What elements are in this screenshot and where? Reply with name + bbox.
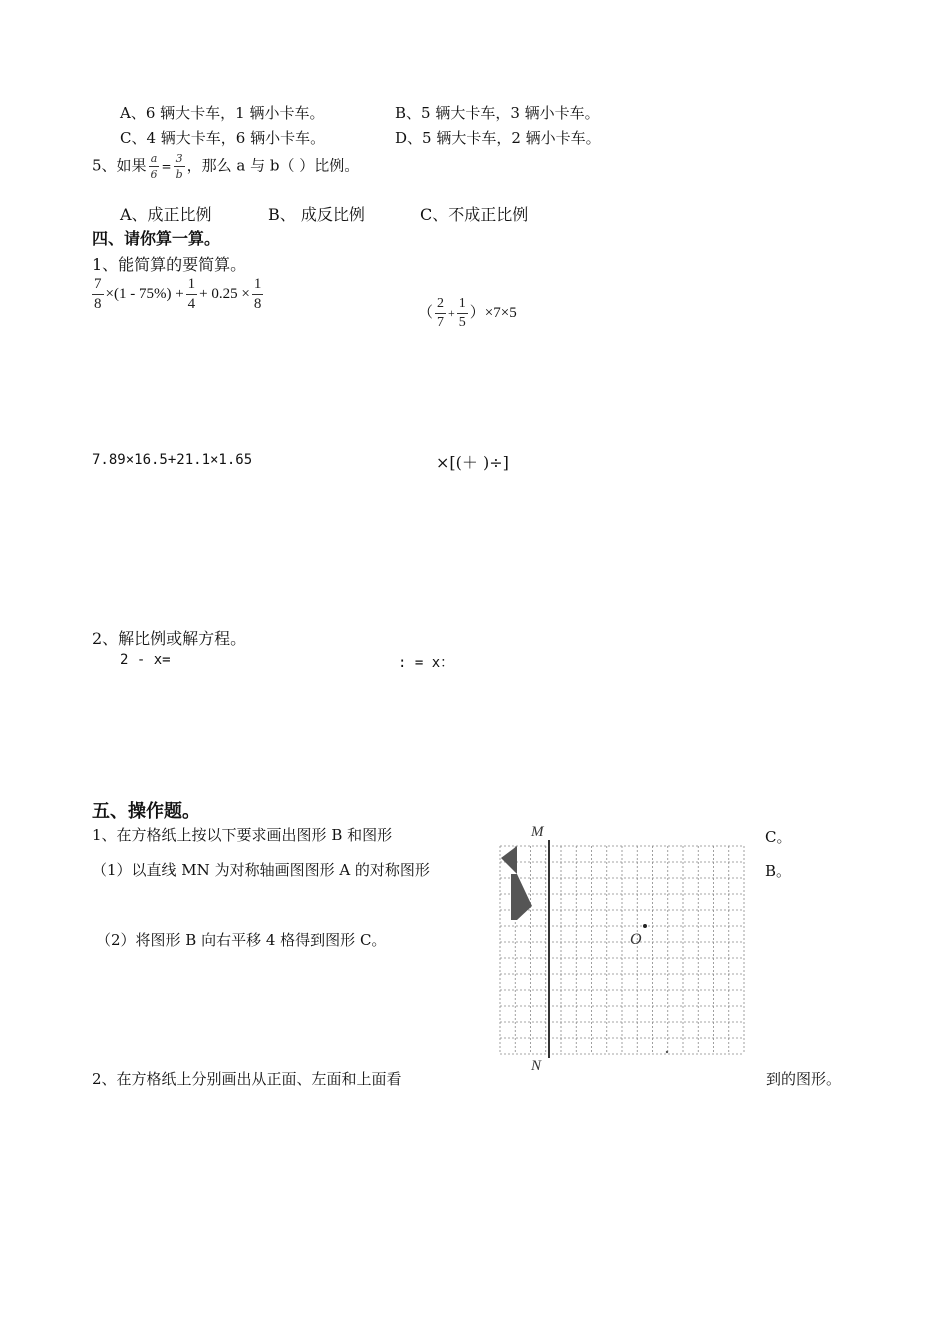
label-a: A [501,892,511,908]
section5-q1-part2: （2）将图形 B 向右平移 4 格得到图形 C。 [96,931,387,949]
section5-title: 五、操作题。 [92,801,200,822]
expr1-middle: ×(1 - 75%) + [105,285,184,302]
q4-option-d: D、5 辆大卡车，2 辆小卡车。 [395,129,601,147]
section4-sub1: 1、能简算的要简算。 [92,255,247,274]
stray-dot [666,1051,668,1053]
expression-3: 7.89×16.5+21.1×1.65 [92,452,253,468]
label-m: M [531,824,544,840]
label-n: N [531,1058,542,1074]
equation-1: 2 - x= [120,652,171,668]
section5-q1-tail: C。 [765,828,792,846]
q4-option-b: B、5 辆大卡车，3 辆小卡车。 [395,104,600,122]
section5-q1-part1: （1）以直线 MN 为对称轴画图图形 A 的对称图形 [92,861,430,879]
expression-4: ×[(＋ )÷] [436,453,509,472]
shape-a-stem [511,874,517,920]
expr2-fraction-1-5: $\frac{1}{5}$ [458,296,466,330]
label-o: O [630,931,642,948]
q5-option-b: B、 成反比例 [268,205,365,224]
section4-title: 四、请你算一算。 [92,229,221,248]
q4-option-c: C、4 辆大卡车，6 辆小卡车。 [120,129,326,147]
shape-a-top [501,846,517,874]
expr2-open: （ [418,304,434,321]
q5-question [92,153,359,180]
section5-q1-line: 1、在方格纸上按以下要求画出图形 B 和图形 [92,826,393,844]
equation-2: : = x： [398,655,455,671]
section5-q1-part1-tail: B。 [765,862,792,880]
expr1-fraction-1-8: $\frac{1}{8}$ [253,276,262,312]
q5-option-a: A、成正比例 [120,205,212,224]
grid-figure [495,818,750,1078]
grid-lines [500,846,744,1054]
expression-1 [90,277,265,312]
expr2-plus: + [448,305,455,320]
expr2-fraction-2-7: $\frac{2}{7}$ [437,296,445,330]
point-o [643,924,647,928]
q5-option-c: C、不成正比例 [420,205,529,224]
q5-suffix: ，那么 a 与 b（ ）比例。 [186,156,360,175]
section5-q2-tail: 到的图形。 [766,1070,842,1088]
expression-2 [418,297,517,330]
expr1-middle-2: + 0.25 × [199,285,250,302]
q5-fraction-a-over-6: $\frac{a}{6}$ [150,152,158,181]
q4-option-a: A、6 辆大卡车，1 辆小卡车。 [120,104,325,122]
q5-prefix: 5、如果 [92,156,147,175]
section5-q2-line: 2、在方格纸上分别画出从正面、左面和上面看 [92,1070,402,1088]
q5-fraction-3-over-b: $\frac{3}{b}$ [175,152,183,181]
section4-sub2: 2、解比例或解方程。 [92,629,247,648]
expr1-fraction-1-4: $\frac{1}{4}$ [187,276,196,312]
expr2-close: ）×7×5 [469,304,517,321]
q5-equals: = [161,159,172,174]
expr1-fraction-7-8: $\frac{7}{8}$ [94,276,102,312]
